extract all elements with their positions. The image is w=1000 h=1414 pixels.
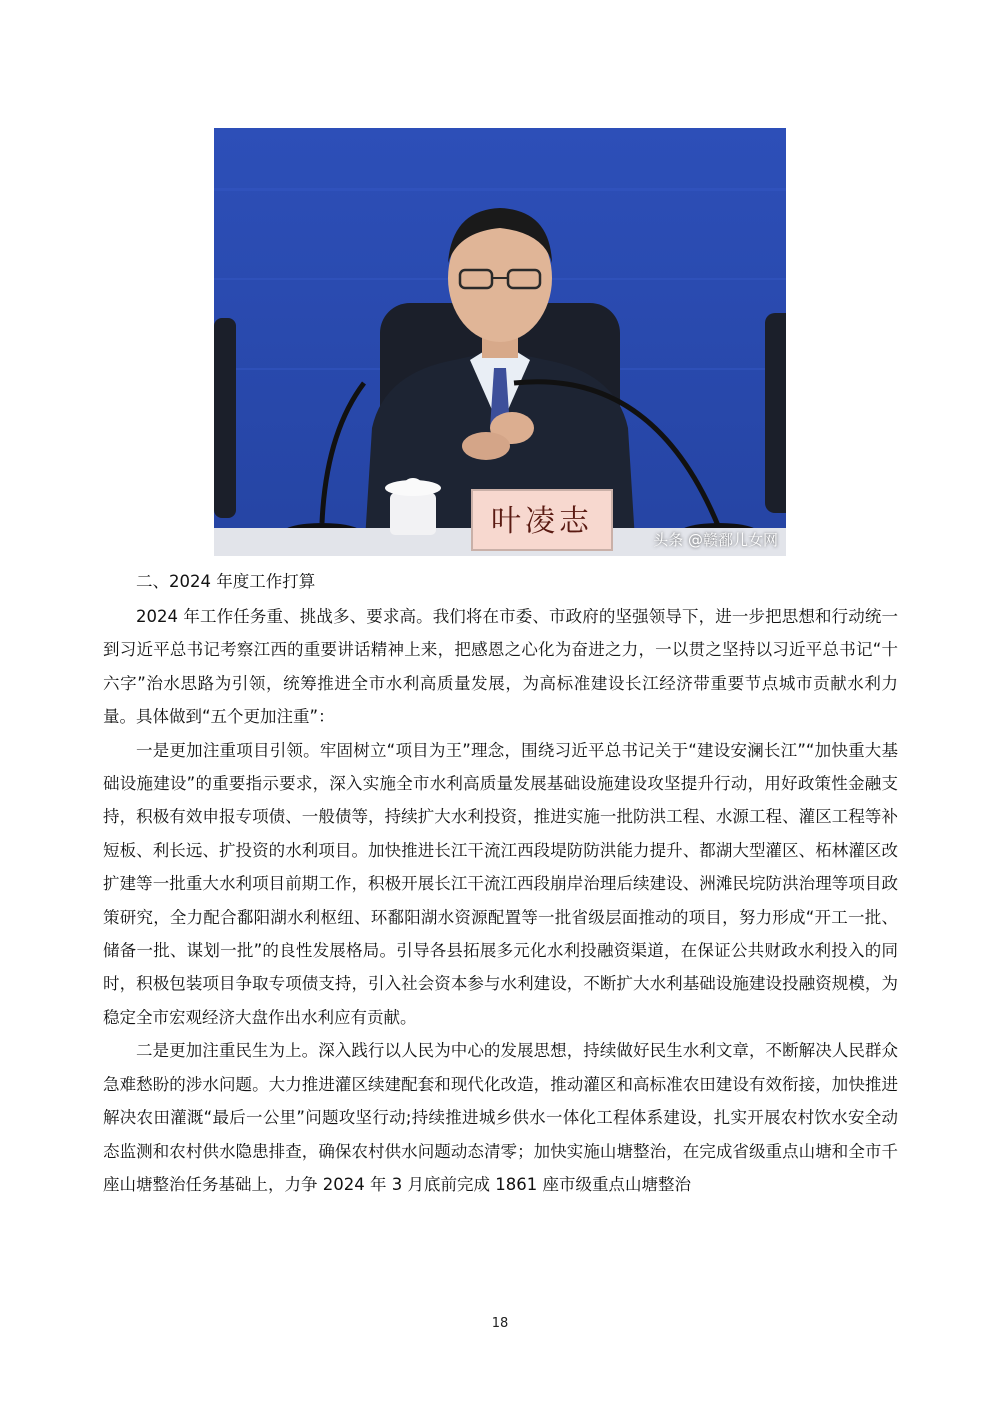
section-heading: 二、2024 年度工作打算 xyxy=(136,572,316,591)
paragraph-livelihood: 二是更加注重民生为上。深入践行以人民为中心的发展思想，持续做好民生水利文章，不断解决人民群众急难愁盼的涉水问题。大力推进灌区续建配套和现代化改造，推动灌区和高标准农田建设有效衔接，加快推进解决农田灌溉“最后一公里”问题攻坚行动;持续推进城乡供水一体化工程体系建设，扎实开展农村饮水安全动态监测和农村供水隐患排查，确保农村供水问题动态清零；加快实施山塘整治，在完成省级重点山塘和全市千座山塘整治任务基础上，力争 2024 年 3 月底前完成 1861 座市级重点山塘整治 xyxy=(103,1041,898,1194)
photo-watermark: 头条 @赣鄱儿女网 xyxy=(653,531,778,549)
page-number: 18 xyxy=(491,1316,509,1331)
paragraph-project-leading: 一是更加注重项目引领。牢固树立“项目为王”理念，围绕习近平总书记关于“建设安澜长江”“加快重大基础设施建设”的重要指示要求，深入实施全市水利高质量发展基础设施建设攻坚提升行动，用好政策性金融支持，积极有效申报专项债、一般债等，持续扩大水利投资，推进实施一批防洪工程、水源工程、灌区工程等补短板、利长远、扩投资的水利项目。加快推进长江干流江西段堤防防洪能力提升、都湖大型灌区、柘林灌区改扩建等一批重大水利项目前期工作，积极开展长江干流江西段崩岸治理后续建设、洲滩民垸防洪治理等项目政策研究，全力配合鄱阳湖水利枢纽、环鄱阳湖水资源配置等一批省级层面推动的项目，努力形成“开工一批、储备一批、谋划一批”的良性发展格局。引导各县拓展多元化水利投融资渠道，在保证公共财政水利投入的同时，积极包装项目争取专项债支持，引入社会资本参与水利建设，不断扩大水利基础设施建设投融资规模，为稳定全市宏观经济大盘作出水利应有贡献。 xyxy=(103,740,898,1027)
document-body xyxy=(103,568,898,1201)
paragraph-intro: 2024 年工作任务重、挑战多、要求高。我们将在市委、市政府的坚强领导下，进一步把思想和行动统一到习近平总书记考察江西的重要讲话精神上来，把感恩之心化为奋进之力，一以贯之坚持以习近平总书记“十六字”治水思路为引领，统筹推进全市水利高质量发展，为高标准建设长江经济带重要节点城市贡献水利力量。具体做到“五个更加注重”： xyxy=(103,607,898,727)
nameplate-text: 叶凌志 xyxy=(491,504,593,539)
press-conference-photo xyxy=(214,128,786,556)
